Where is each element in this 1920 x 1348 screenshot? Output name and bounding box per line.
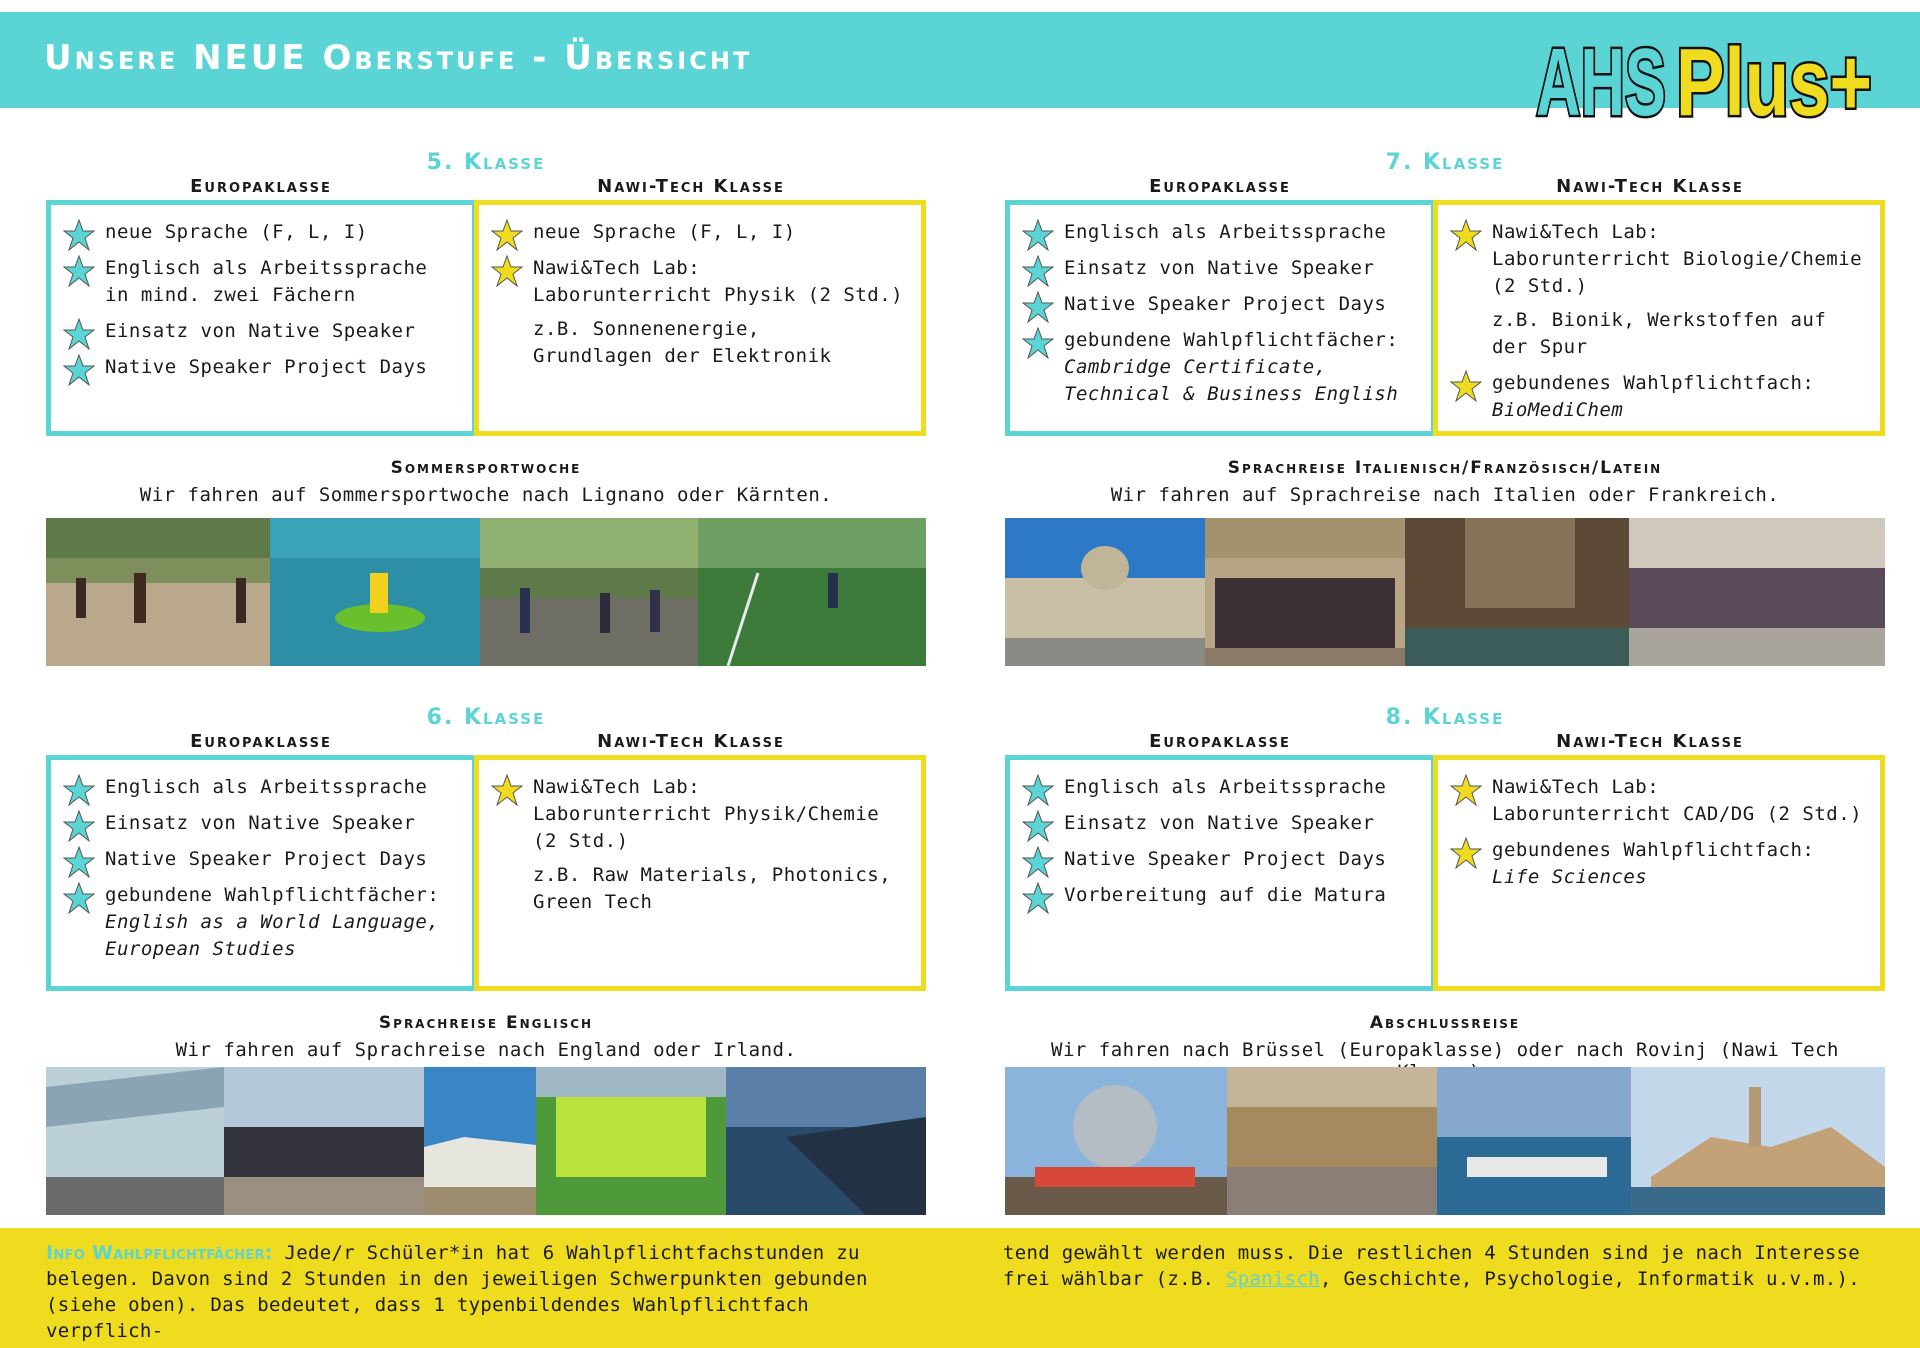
europa-list (51, 760, 472, 963)
trip-heading: Abschlussreise (1369, 1013, 1521, 1033)
photo-trevi-fountain (1405, 518, 1629, 666)
nawi-list (1438, 205, 1880, 424)
list-item (1450, 219, 1870, 300)
list-item (63, 354, 462, 381)
star-icon (1022, 255, 1054, 287)
europa-list (1010, 760, 1431, 909)
photo-atomium (1005, 1067, 1227, 1215)
page-title: Unsere NEUE Oberstufe - Übersicht (44, 38, 753, 78)
item-text-line: (2 Std.) (533, 830, 629, 852)
star-icon (491, 774, 523, 806)
photo-spanish-steps-group (1629, 518, 1885, 666)
nawi-heading: Nawi-Tech Klasse (1556, 731, 1744, 752)
item-text-line: Laborunterricht Physik (2 Std.) (533, 284, 904, 306)
item-text-line: Native Speaker Project Days (105, 848, 428, 870)
subject-name: Cambridge Certificate, (1064, 356, 1327, 378)
photo-white-cliffs (424, 1067, 536, 1215)
star-icon (1450, 837, 1482, 869)
star-icon (1022, 846, 1054, 878)
footer-label: Info Wahlpflichtfächer: (46, 1242, 273, 1264)
europa-box (1005, 755, 1436, 991)
item-text-line: Einsatz von Native Speaker (105, 812, 416, 834)
item-text-line: Nawi&Tech Lab: (1492, 221, 1660, 243)
subject-name: Technical & Business English (1064, 383, 1399, 405)
list-item (1022, 327, 1421, 408)
star-icon (63, 810, 95, 842)
item-text-line: Nawi&Tech Lab: (533, 776, 701, 798)
star-icon (63, 846, 95, 878)
footer-right-text-2: , Geschichte, Psychologie, Informatik u.v.m.). (1319, 1268, 1860, 1290)
item-text-line: Nawi&Tech Lab: (533, 257, 701, 279)
star-icon (63, 318, 95, 350)
europa-box (1005, 200, 1436, 436)
subject-name: European Studies (105, 938, 297, 960)
star-icon (1450, 774, 1482, 806)
nawi-list (1438, 760, 1880, 891)
list-item (63, 774, 462, 801)
item-text-line: Native Speaker Project Days (1064, 293, 1387, 315)
nawi-list (479, 205, 921, 370)
star-icon (1022, 810, 1054, 842)
list-item (1450, 837, 1870, 891)
item-text-line: Einsatz von Native Speaker (1064, 257, 1375, 279)
klasse-title: 8. Klasse (1385, 705, 1505, 730)
footer-left-column (46, 1240, 926, 1344)
nawi-box (474, 755, 926, 991)
item-text-line: Laborunterricht Physik/Chemie (533, 803, 880, 825)
photo-group-exercise (480, 518, 698, 666)
nawi-box (474, 200, 926, 436)
star-icon (1022, 327, 1054, 359)
photo-strip (1005, 1067, 1885, 1215)
ahs-plus-logo (1530, 20, 1880, 140)
list-item (63, 846, 462, 873)
item-text-line: Grundlagen der Elektronik (533, 345, 832, 367)
item-text-line: der Spur (1492, 336, 1588, 358)
spanisch-link[interactable]: Spanisch (1226, 1268, 1320, 1290)
europa-list (51, 205, 472, 381)
section-klasse-7 (1005, 140, 1885, 700)
europa-box (46, 755, 477, 991)
item-text-line: z.B. Sonnenenergie, (533, 318, 760, 340)
footer-left-text: Jede/r Schüler*in hat 6 Wahlpflichtfachstunden zu belegen. Davon sind 2 Stunden in den jeweiligen Schwerpunkten gebunden (siehe oben). Das bedeutet, dass 1 typenbildendes Wahlpflichtfach verpflich- (46, 1242, 868, 1342)
europa-list (1010, 205, 1431, 408)
photo-rovinj (1631, 1067, 1885, 1215)
star-icon (63, 354, 95, 386)
item-text-line: Vorbereitung auf die Matura (1064, 884, 1387, 906)
list-item (491, 316, 911, 370)
item-text-line: Englisch als Arbeitssprache (105, 776, 428, 798)
trip-text: Wir fahren nach Brüssel (Europaklasse) oder nach Rovinj (Nawi Tech (1051, 1039, 1839, 1061)
photo-coast-sunset (726, 1067, 926, 1215)
klasse-title: 6. Klasse (426, 705, 546, 730)
photo-football (698, 518, 926, 666)
logo-text-ahs: AHS (1536, 29, 1666, 136)
item-text-line: z.B. Bionik, Werkstoffen auf (1492, 309, 1827, 331)
item-text-line: Laborunterricht CAD/DG (2 Std.) (1492, 803, 1863, 825)
star-icon (491, 255, 523, 287)
item-text-line: in mind. zwei Fächern (105, 284, 356, 306)
list-item (63, 318, 462, 345)
star-icon (1450, 219, 1482, 251)
europa-heading: Europaklasse (190, 176, 332, 197)
item-text-line: gebundene Wahlpflichtfächer: (1064, 329, 1399, 351)
nawi-box (1433, 200, 1885, 436)
item-text-line: Green Tech (533, 891, 653, 913)
photo-strip (46, 1067, 926, 1215)
klasse-title: 5. Klasse (426, 150, 546, 175)
list-item (491, 219, 911, 246)
list-item (1450, 370, 1870, 424)
nawi-heading: Nawi-Tech Klasse (597, 176, 785, 197)
list-item (1022, 882, 1421, 909)
list-item (63, 255, 462, 309)
list-item (1022, 255, 1421, 282)
europa-heading: Europaklasse (1149, 731, 1291, 752)
star-icon (1022, 882, 1054, 914)
subject-name: English as a World Language, (105, 911, 440, 933)
photo-glass-building (46, 1067, 224, 1215)
nawi-box (1433, 755, 1885, 991)
list-item (1450, 307, 1870, 361)
europa-heading: Europaklasse (190, 731, 332, 752)
star-icon (491, 219, 523, 251)
europa-heading: Europaklasse (1149, 176, 1291, 197)
list-item (491, 862, 911, 916)
star-icon (1022, 219, 1054, 251)
item-text-line: Einsatz von Native Speaker (105, 320, 416, 342)
subject-name: Life Sciences (1492, 866, 1648, 888)
star-icon (63, 774, 95, 806)
item-text-line: Native Speaker Project Days (1064, 848, 1387, 870)
list-item (1022, 774, 1421, 801)
trip-text: Wir fahren auf Sommersportwoche nach Lignano oder Kärnten. (139, 484, 833, 506)
trip-text: Wir fahren auf Sprachreise nach England oder Irland. (175, 1039, 797, 1061)
item-text-line: gebundenes Wahlpflichtfach: (1492, 372, 1815, 394)
photo-st-peters (1005, 518, 1205, 666)
trip-heading: Sprachreise Englisch (378, 1013, 594, 1033)
nawi-heading: Nawi-Tech Klasse (1556, 176, 1744, 197)
star-icon (1022, 774, 1054, 806)
subject-name: BioMediChem (1492, 399, 1624, 421)
photo-hurling-team (536, 1067, 726, 1215)
item-text-line: Englisch als Arbeitssprache (1064, 221, 1387, 243)
item-text-line: Native Speaker Project Days (105, 356, 428, 378)
list-item (1022, 846, 1421, 873)
photo-group-beach (224, 1067, 424, 1215)
star-icon (63, 882, 95, 914)
list-item (491, 774, 911, 855)
section-klasse-5 (46, 140, 926, 700)
item-text-line: Laborunterricht Biologie/Chemie (1492, 248, 1863, 270)
item-text-line: Englisch als Arbeitssprache (1064, 776, 1387, 798)
photo-beach-volleyball (46, 518, 270, 666)
section-klasse-6 (46, 695, 926, 1255)
star-icon (1450, 370, 1482, 402)
europa-box (46, 200, 477, 436)
photo-colosseum-group (1205, 518, 1405, 666)
star-icon (63, 255, 95, 287)
nawi-list (479, 760, 921, 916)
footer-right-column (1003, 1240, 1883, 1292)
photo-strip (46, 518, 926, 666)
item-text-line: gebundene Wahlpflichtfächer: (105, 884, 440, 906)
list-item (1450, 774, 1870, 828)
list-item (1022, 810, 1421, 837)
list-item (491, 255, 911, 309)
nawi-heading: Nawi-Tech Klasse (597, 731, 785, 752)
section-klasse-8 (1005, 695, 1885, 1255)
list-item (63, 810, 462, 837)
klasse-title: 7. Klasse (1385, 150, 1505, 175)
list-item (63, 219, 462, 246)
footer-right-text-1: tend gewählt werden muss. Die restlichen 4 Stunden sind je nach Interesse frei wählbar (z.B. (1003, 1242, 1860, 1290)
photo-harbor-boats (1437, 1067, 1631, 1215)
item-text-line: neue Sprache (F, L, I) (105, 221, 368, 243)
item-text-line: neue Sprache (F, L, I) (533, 221, 796, 243)
item-text-line: (2 Std.) (1492, 275, 1588, 297)
trip-heading: Sommersportwoche (390, 458, 582, 478)
item-text-line: gebundenes Wahlpflichtfach: (1492, 839, 1815, 861)
photo-strip (1005, 518, 1885, 666)
list-item (63, 882, 462, 963)
photo-grand-place (1227, 1067, 1437, 1215)
photo-kayak (270, 518, 480, 666)
list-item (1022, 291, 1421, 318)
trip-heading: Sprachreise Italienisch/Französisch/Latein (1227, 458, 1663, 478)
item-text-line: Einsatz von Native Speaker (1064, 812, 1375, 834)
trip-text: Wir fahren auf Sprachreise nach Italien oder Frankreich. (1110, 484, 1780, 506)
item-text-line: Englisch als Arbeitssprache (105, 257, 428, 279)
logo-text-plus: Plus+ (1676, 29, 1872, 136)
item-text-line: z.B. Raw Materials, Photonics, (533, 864, 892, 886)
item-text-line: Nawi&Tech Lab: (1492, 776, 1660, 798)
star-icon (1022, 291, 1054, 323)
star-icon (63, 219, 95, 251)
list-item (1022, 219, 1421, 246)
